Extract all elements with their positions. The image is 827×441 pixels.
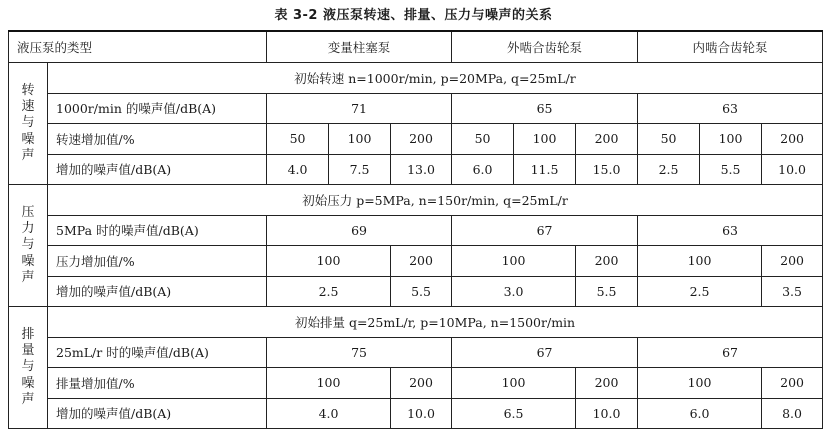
cell: 50 [638, 124, 700, 155]
row-label: 增加的噪声值/dB(A) [48, 276, 267, 307]
cell: 100 [700, 124, 762, 155]
row-label: 5MPa 时的噪声值/dB(A) [48, 215, 267, 246]
pressure-noise-row [9, 276, 823, 307]
cell: 2.5 [638, 154, 700, 185]
cell: 2.5 [638, 276, 762, 307]
cell: 3.5 [762, 276, 823, 307]
cell: 13.0 [391, 154, 452, 185]
speed-initial-row [9, 63, 823, 94]
cell: 2.5 [267, 276, 391, 307]
cell: 67 [452, 215, 638, 246]
cell: 200 [762, 246, 823, 277]
row-label: 增加的噪声值/dB(A) [48, 398, 267, 429]
cell: 4.0 [267, 398, 391, 429]
cell: 100 [638, 368, 762, 399]
cell: 100 [267, 368, 391, 399]
row-label: 排量增加值/% [48, 368, 267, 399]
cell: 63 [638, 215, 823, 246]
cell: 6.0 [638, 398, 762, 429]
cell: 11.5 [514, 154, 576, 185]
cell: 67 [452, 337, 638, 368]
cell: 10.0 [762, 154, 823, 185]
cell: 100 [514, 124, 576, 155]
cell: 200 [762, 124, 823, 155]
cell: 6.0 [452, 154, 514, 185]
table-title: 表 3-2 液压泵转速、排量、压力与噪声的关系 [274, 8, 553, 23]
pressure-initial-conditions: 初始压力 p=5MPa, n=150r/min, q=25mL/r [48, 185, 823, 216]
pump-header-external-gear: 外啮合齿轮泵 [452, 31, 638, 63]
pressure-initial-row [9, 185, 823, 216]
cell: 75 [267, 337, 452, 368]
displacement-increase-row [9, 368, 823, 399]
cell: 100 [452, 246, 576, 277]
cell: 100 [329, 124, 391, 155]
displacement-base-row [9, 337, 823, 368]
cell: 100 [267, 246, 391, 277]
cell: 100 [638, 246, 762, 277]
cell: 67 [638, 337, 823, 368]
row-label: 增加的噪声值/dB(A) [48, 154, 267, 185]
speed-noise-row [9, 154, 823, 185]
cell: 200 [391, 246, 452, 277]
cell: 69 [267, 215, 452, 246]
cell: 6.5 [452, 398, 576, 429]
displacement-initial-row [9, 307, 823, 338]
pump-header-internal-gear: 内啮合齿轮泵 [638, 31, 823, 63]
cell: 200 [391, 368, 452, 399]
cell: 50 [267, 124, 329, 155]
pump-type-header: 液压泵的类型 [9, 31, 267, 63]
displacement-initial-conditions: 初始排量 q=25mL/r, p=10MPa, n=1500r/min [48, 307, 823, 338]
row-label: 压力增加值/% [48, 246, 267, 277]
cell: 15.0 [576, 154, 638, 185]
row-label: 25mL/r 时的噪声值/dB(A) [48, 337, 267, 368]
noise-table [8, 30, 823, 429]
cell: 5.5 [391, 276, 452, 307]
pump-header-piston: 变量柱塞泵 [267, 31, 452, 63]
cell: 200 [576, 124, 638, 155]
cell: 200 [762, 368, 823, 399]
cell: 8.0 [762, 398, 823, 429]
cell: 7.5 [329, 154, 391, 185]
speed-base-row [9, 93, 823, 124]
cell: 200 [576, 246, 638, 277]
cell: 10.0 [391, 398, 452, 429]
pressure-increase-row [9, 246, 823, 277]
row-label: 1000r/min 的噪声值/dB(A) [48, 93, 267, 124]
displacement-noise-row [9, 398, 823, 429]
pressure-base-row [9, 215, 823, 246]
cell: 63 [638, 93, 823, 124]
cell: 3.0 [452, 276, 576, 307]
speed-initial-conditions: 初始转速 n=1000r/min, p=20MPa, q=25mL/r [48, 63, 823, 94]
cell: 71 [267, 93, 452, 124]
row-label: 转速增加值/% [48, 124, 267, 155]
cell: 200 [576, 368, 638, 399]
cell: 5.5 [700, 154, 762, 185]
cell: 200 [391, 124, 452, 155]
pressure-section-label: 压 力 与 噪 声 [9, 185, 48, 307]
speed-increase-row [9, 124, 823, 155]
cell: 4.0 [267, 154, 329, 185]
cell: 100 [452, 368, 576, 399]
cell: 5.5 [576, 276, 638, 307]
cell: 65 [452, 93, 638, 124]
header-row [9, 31, 823, 63]
cell: 50 [452, 124, 514, 155]
displacement-section-label: 排 量 与 噪 声 [9, 307, 48, 429]
cell: 10.0 [576, 398, 638, 429]
speed-section-label: 转 速 与 噪 声 [9, 63, 48, 185]
